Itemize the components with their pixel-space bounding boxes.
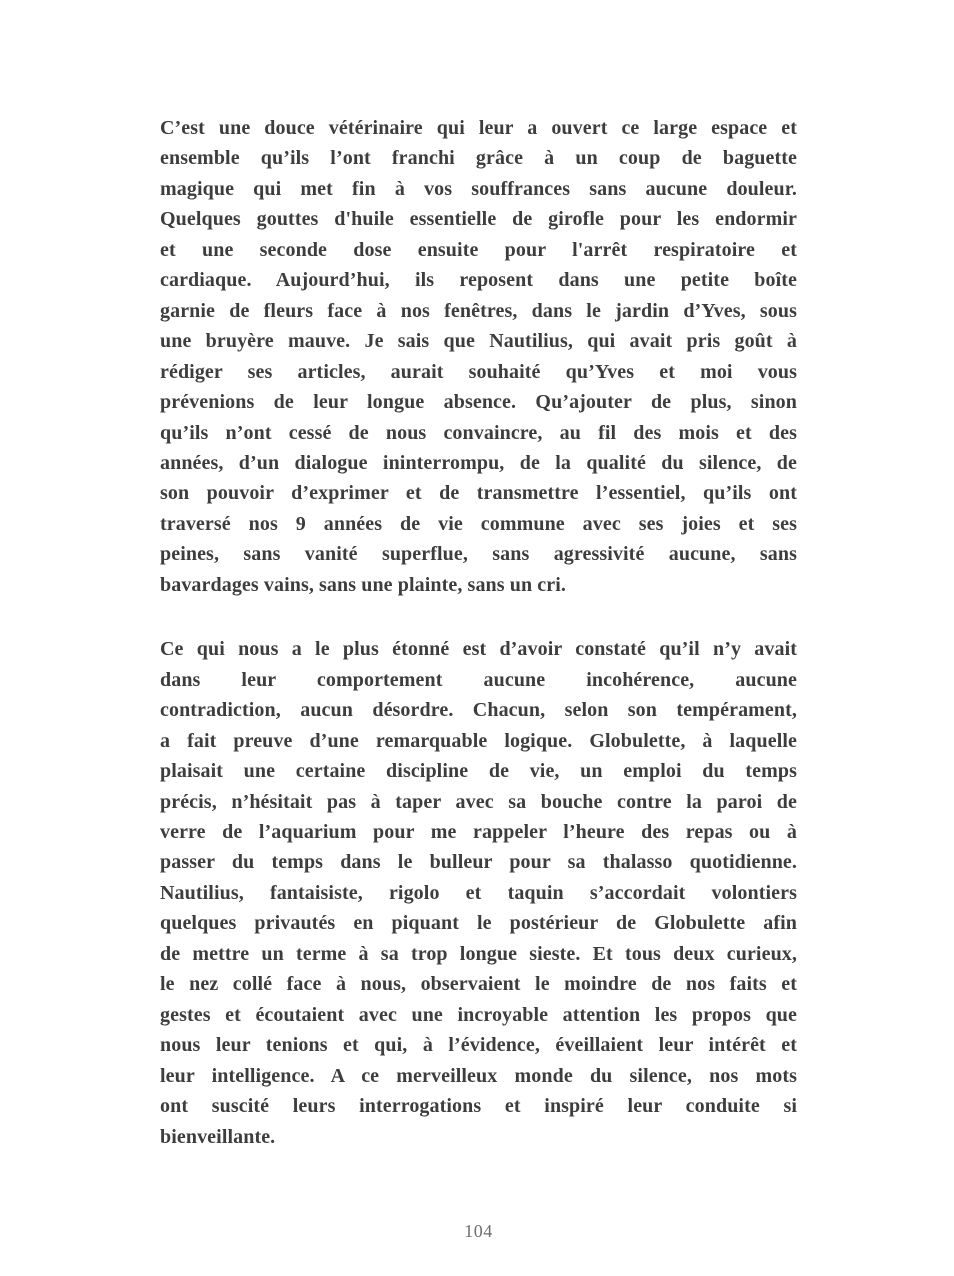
text-line: précis, n’hésitait pas à taper avec sa bouche contre la paroi de — [160, 790, 797, 813]
text-line: et une seconde dose ensuite pour l'arrêt respiratoire et — [160, 238, 797, 261]
page-text-block — [160, 113, 797, 1186]
paragraph-1 — [160, 113, 797, 600]
text-line: traversé nos 9 années de vie commune avec ses joies et ses — [160, 512, 797, 535]
text-line: prévenions de leur longue absence. Qu’ajouter de plus, sinon — [160, 391, 797, 414]
text-line: Quelques gouttes d'huile essentielle de girofle pour les endormir — [160, 208, 797, 231]
text-line: bienveillante. — [160, 1125, 276, 1148]
text-line: bavardages vains, sans une plainte, sans un cri. — [160, 573, 567, 596]
text-line: a fait preuve d’une remarquable logique. Globulette, à laquelle — [160, 729, 797, 752]
text-line: cardiaque. Aujourd’hui, ils reposent dans une petite boîte — [160, 269, 797, 292]
text-line: rédiger ses articles, aurait souhaité qu’Yves et moi vous — [160, 360, 797, 383]
text-line: contradiction, aucun désordre. Chacun, selon son tempérament, — [160, 699, 797, 722]
text-line: quelques privautés en piquant le postérieur de Globulette afin — [160, 912, 797, 935]
text-line: Ce qui nous a le plus étonné est d’avoir constaté qu’il n’y avait — [160, 638, 797, 661]
paragraph-2 — [160, 634, 797, 1152]
text-line: magique qui met fin à vos souffrances sans aucune douleur. — [160, 177, 797, 200]
text-line: garnie de fleurs face à nos fenêtres, dans le jardin d’Yves, sous — [160, 299, 797, 322]
text-line: son pouvoir d’exprimer et de transmettre l’essentiel, qu’ils ont — [160, 482, 797, 505]
text-line: Nautilius, fantaisiste, rigolo et taquin s’accordait volontiers — [160, 881, 797, 904]
text-line: ensemble qu’ils l’ont franchi grâce à un coup de baguette — [160, 147, 797, 170]
text-line: dans leur comportement aucune incohérence, aucune — [160, 668, 797, 691]
text-line: gestes et écoutaient avec une incroyable attention les propos que — [160, 1003, 797, 1026]
page-number: 104 — [464, 1221, 493, 1241]
text-line: qu’ils n’ont cessé de nous convaincre, au fil des mois et des — [160, 421, 797, 444]
text-line: de mettre un terme à sa trop longue sieste. Et tous deux curieux, — [160, 942, 797, 965]
text-line: passer du temps dans le bulleur pour sa thalasso quotidienne. — [160, 851, 797, 874]
text-line: ont suscité leurs interrogations et inspiré leur conduite si — [160, 1095, 797, 1118]
text-line: C’est une douce vétérinaire qui leur a ouvert ce large espace et — [160, 117, 797, 139]
text-line: verre de l’aquarium pour me rappeler l’heure des repas ou à — [160, 820, 797, 843]
text-line: une bruyère mauve. Je sais que Nautilius, qui avait pris goût à — [160, 330, 797, 353]
text-line: le nez collé face à nous, observaient le moindre de nos faits et — [160, 973, 797, 996]
text-line: nous leur tenions et qui, à l’évidence, éveillaient leur intérêt et — [160, 1034, 797, 1057]
text-line: peines, sans vanité superflue, sans agressivité aucune, sans — [160, 543, 797, 566]
text-line: leur intelligence. A ce merveilleux monde du silence, nos mots — [160, 1064, 797, 1087]
text-line: années, d’un dialogue ininterrompu, de la qualité du silence, de — [160, 451, 797, 474]
text-line: plaisait une certaine discipline de vie, un emploi du temps — [160, 760, 797, 783]
